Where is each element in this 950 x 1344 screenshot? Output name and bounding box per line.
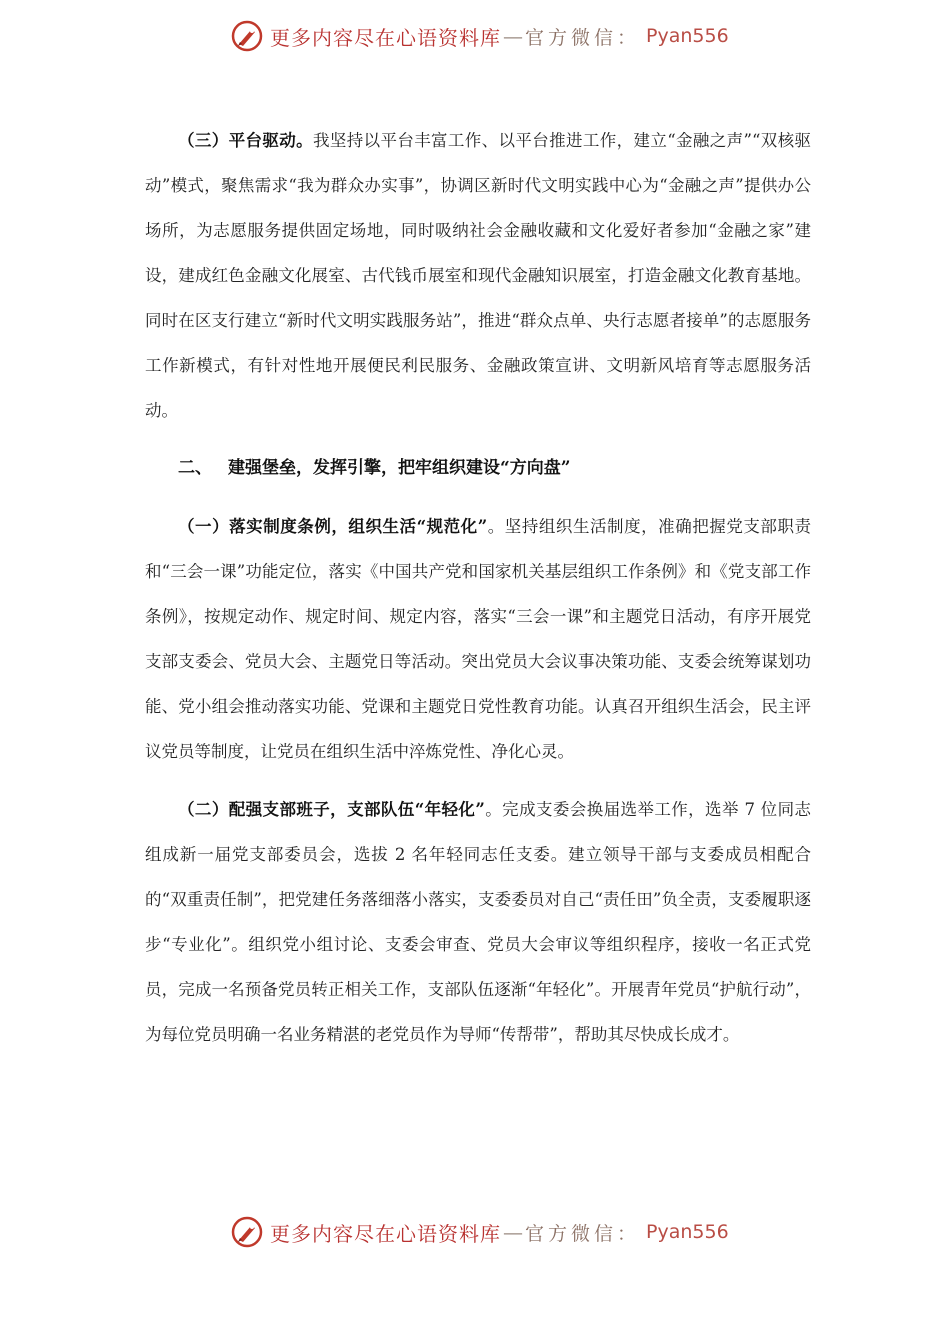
section-heading bbox=[145, 446, 811, 491]
banner-separator: — bbox=[503, 1220, 523, 1244]
paragraph-platform-driven bbox=[145, 118, 811, 433]
pen-nib-logo-icon bbox=[230, 1215, 264, 1249]
banner-wechat-id: Pyan556 bbox=[646, 1221, 729, 1243]
paragraph-lead: （三）平台驱动。 bbox=[178, 131, 313, 150]
paragraph-team bbox=[145, 787, 811, 1057]
section-number: 二、 bbox=[178, 458, 212, 478]
banner-label: 官方微信： bbox=[525, 1222, 641, 1245]
banner-main-text: 更多内容尽在心语资料库 bbox=[270, 25, 501, 50]
banner-separator: — bbox=[503, 24, 523, 48]
paragraph-text: 。坚持组织生活制度，准确把握党支部职责和“三会一课”功能定位，落实《中国共产党和国家机关基层组织工作条例》和《党支部工作条例》，按规定动作、规定时间、规定内容，落实“三会一课”和主题党日活动，有序开展党支部支委会、党员大会、主题党日等活动。突出党员大会议事决策功能、支委会统筹谋划功能、党小组会推动落实功能、党课和主题党日党性教育功能。认真召开组织生活会，民主评议党员等制度，让党员在组织生活中淬炼党性、净化心灵。 bbox=[145, 517, 811, 761]
paragraph-lead: （一）落实制度条例，组织生活“规范化” bbox=[178, 517, 488, 536]
banner-label: 官方微信： bbox=[525, 26, 641, 49]
paragraph-lead: （二）配强支部班子，支部队伍“年轻化” bbox=[178, 800, 485, 819]
paragraph-regulations bbox=[145, 504, 811, 774]
paragraph-text: 。完成支委会换届选举工作，选举 7 位同志组成新一届党支部委员会，选拔 2 名年轻同志任支委。建立领导干部与支委成员相配合的“双重责任制”，把党建任务落细落小落实，支委委员对自己“责任田”负全责，支委履职逐步“专业化”。组织党小组讨论、支委会审查、党员大会审议等组织程序，接收一名正式党员，完成一名预备党员转正相关工作，支部队伍逐渐“年轻化”。开展青年党员“护航行动”，为每位党员明确一名业务精湛的老党员作为导师“传帮带”，帮助其尽快成长成才。 bbox=[145, 800, 811, 1044]
banner-wechat-id: Pyan556 bbox=[646, 25, 729, 47]
section-title: 建强堡垒，发挥引擎，把牢组织建设“方向盘” bbox=[228, 458, 571, 478]
footer-watermark-banner bbox=[230, 1212, 750, 1252]
pen-nib-logo-icon bbox=[230, 19, 264, 53]
paragraph-text: 我坚持以平台丰富工作、以平台推进工作，建立“金融之声”“双核驱动”模式，聚焦需求“我为群众办实事”，协调区新时代文明实践中心为“金融之声”提供办公场所，为志愿服务提供固定场地，同时吸纳社会金融收藏和文化爱好者参加“金融之家”建设，建成红色金融文化展室、古代钱币展室和现代金融知识展室，打造金融文化教育基地。同时在区支行建立“新时代文明实践服务站”，推进“群众点单、央行志愿者接单”的志愿服务工作新模式，有针对性地开展便民利民服务、金融政策宣讲、文明新风培育等志愿服务活动。 bbox=[145, 131, 812, 420]
document-body bbox=[145, 118, 811, 1070]
header-watermark-banner bbox=[230, 16, 750, 56]
banner-main-text: 更多内容尽在心语资料库 bbox=[270, 1221, 501, 1246]
